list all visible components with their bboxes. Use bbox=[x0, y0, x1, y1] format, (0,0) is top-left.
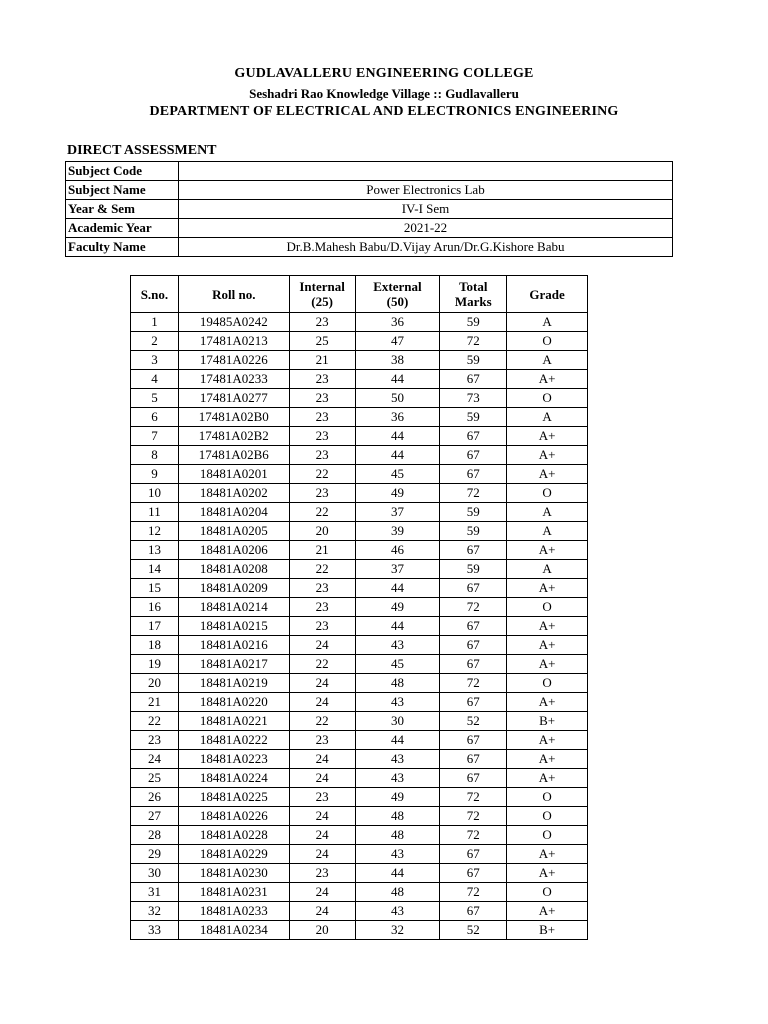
cell-internal: 23 bbox=[289, 446, 355, 465]
cell-roll: 18481A0208 bbox=[178, 560, 289, 579]
cell-sno: 21 bbox=[131, 693, 179, 712]
col-header-external-line1: External bbox=[373, 279, 422, 294]
cell-internal: 23 bbox=[289, 370, 355, 389]
col-header-total-line1: Total bbox=[459, 279, 488, 294]
info-row bbox=[66, 200, 673, 219]
cell-internal: 24 bbox=[289, 750, 355, 769]
cell-roll: 18481A0228 bbox=[178, 826, 289, 845]
table-row bbox=[131, 465, 588, 484]
table-row bbox=[131, 769, 588, 788]
cell-total: 67 bbox=[440, 465, 507, 484]
cell-grade: A+ bbox=[507, 750, 588, 769]
cell-external: 44 bbox=[355, 446, 440, 465]
cell-external: 37 bbox=[355, 560, 440, 579]
cell-sno: 14 bbox=[131, 560, 179, 579]
cell-roll: 17481A02B2 bbox=[178, 427, 289, 446]
cell-internal: 23 bbox=[289, 598, 355, 617]
col-header-external-line2: (50) bbox=[386, 294, 409, 309]
cell-external: 44 bbox=[355, 579, 440, 598]
cell-roll: 18481A0220 bbox=[178, 693, 289, 712]
college-name: GUDLAVALLERU ENGINEERING COLLEGE bbox=[234, 66, 534, 81]
cell-roll: 18481A0202 bbox=[178, 484, 289, 503]
cell-roll: 17481A0277 bbox=[178, 389, 289, 408]
cell-internal: 20 bbox=[289, 522, 355, 541]
cell-internal: 24 bbox=[289, 902, 355, 921]
cell-roll: 18481A0206 bbox=[178, 541, 289, 560]
cell-grade: O bbox=[507, 674, 588, 693]
cell-grade: B+ bbox=[507, 712, 588, 731]
cell-grade: O bbox=[507, 788, 588, 807]
department-title: DEPARTMENT OF ELECTRICAL AND ELECTRONICS ENGINEERING bbox=[149, 104, 619, 119]
cell-grade: A bbox=[507, 351, 588, 370]
cell-external: 43 bbox=[355, 845, 440, 864]
cell-grade: O bbox=[507, 598, 588, 617]
table-row bbox=[131, 864, 588, 883]
cell-total: 72 bbox=[440, 674, 507, 693]
col-header-grade: Grade bbox=[507, 276, 588, 313]
cell-total: 72 bbox=[440, 332, 507, 351]
cell-external: 48 bbox=[355, 883, 440, 902]
cell-sno: 31 bbox=[131, 883, 179, 902]
cell-grade: B+ bbox=[507, 921, 588, 940]
info-label: Year & Sem bbox=[66, 200, 179, 219]
cell-internal: 20 bbox=[289, 921, 355, 940]
cell-external: 44 bbox=[355, 864, 440, 883]
cell-total: 67 bbox=[440, 655, 507, 674]
table-row bbox=[131, 503, 588, 522]
cell-total: 67 bbox=[440, 845, 507, 864]
table-row bbox=[131, 370, 588, 389]
table-row bbox=[131, 921, 588, 940]
cell-external: 46 bbox=[355, 541, 440, 560]
cell-sno: 19 bbox=[131, 655, 179, 674]
cell-roll: 17481A02B0 bbox=[178, 408, 289, 427]
table-row bbox=[131, 541, 588, 560]
cell-external: 50 bbox=[355, 389, 440, 408]
cell-grade: O bbox=[507, 826, 588, 845]
cell-sno: 7 bbox=[131, 427, 179, 446]
cell-total: 59 bbox=[440, 313, 507, 332]
cell-internal: 23 bbox=[289, 579, 355, 598]
cell-sno: 8 bbox=[131, 446, 179, 465]
table-row bbox=[131, 788, 588, 807]
cell-roll: 18481A0224 bbox=[178, 769, 289, 788]
cell-sno: 18 bbox=[131, 636, 179, 655]
cell-total: 67 bbox=[440, 902, 507, 921]
cell-roll: 19485A0242 bbox=[178, 313, 289, 332]
cell-total: 67 bbox=[440, 617, 507, 636]
cell-external: 43 bbox=[355, 693, 440, 712]
cell-external: 44 bbox=[355, 617, 440, 636]
cell-roll: 18481A0231 bbox=[178, 883, 289, 902]
cell-sno: 6 bbox=[131, 408, 179, 427]
table-row bbox=[131, 636, 588, 655]
cell-internal: 23 bbox=[289, 788, 355, 807]
info-value bbox=[179, 162, 673, 181]
table-row bbox=[131, 693, 588, 712]
section-title: DIRECT ASSESSMENT bbox=[67, 143, 217, 158]
cell-grade: A bbox=[507, 503, 588, 522]
cell-total: 59 bbox=[440, 522, 507, 541]
cell-grade: A+ bbox=[507, 655, 588, 674]
cell-internal: 22 bbox=[289, 560, 355, 579]
cell-grade: A+ bbox=[507, 541, 588, 560]
table-row bbox=[131, 807, 588, 826]
col-header-total bbox=[440, 276, 507, 313]
cell-internal: 22 bbox=[289, 503, 355, 522]
cell-internal: 22 bbox=[289, 655, 355, 674]
cell-internal: 23 bbox=[289, 313, 355, 332]
cell-roll: 17481A0213 bbox=[178, 332, 289, 351]
cell-roll: 18481A0229 bbox=[178, 845, 289, 864]
marks-body bbox=[131, 313, 588, 940]
college-address: Seshadri Rao Knowledge Village :: Gudlavalleru bbox=[249, 86, 519, 101]
cell-grade: A+ bbox=[507, 902, 588, 921]
cell-sno: 4 bbox=[131, 370, 179, 389]
cell-internal: 24 bbox=[289, 636, 355, 655]
cell-grade: A+ bbox=[507, 769, 588, 788]
info-row bbox=[66, 181, 673, 200]
cell-roll: 18481A0225 bbox=[178, 788, 289, 807]
table-row bbox=[131, 712, 588, 731]
cell-grade: A+ bbox=[507, 693, 588, 712]
cell-external: 45 bbox=[355, 465, 440, 484]
cell-sno: 9 bbox=[131, 465, 179, 484]
cell-grade: A+ bbox=[507, 617, 588, 636]
cell-total: 59 bbox=[440, 560, 507, 579]
cell-internal: 25 bbox=[289, 332, 355, 351]
cell-external: 44 bbox=[355, 731, 440, 750]
table-row bbox=[131, 313, 588, 332]
cell-internal: 24 bbox=[289, 845, 355, 864]
marks-table bbox=[130, 275, 588, 940]
cell-grade: A+ bbox=[507, 446, 588, 465]
info-value: Dr.B.Mahesh Babu/D.Vijay Arun/Dr.G.Kishore Babu bbox=[179, 238, 673, 257]
cell-external: 47 bbox=[355, 332, 440, 351]
cell-total: 67 bbox=[440, 731, 507, 750]
table-row bbox=[131, 408, 588, 427]
info-label: Subject Name bbox=[66, 181, 179, 200]
cell-internal: 23 bbox=[289, 427, 355, 446]
info-label: Subject Code bbox=[66, 162, 179, 181]
cell-internal: 24 bbox=[289, 693, 355, 712]
cell-sno: 29 bbox=[131, 845, 179, 864]
cell-grade: O bbox=[507, 484, 588, 503]
col-header-roll: Roll no. bbox=[178, 276, 289, 313]
cell-internal: 22 bbox=[289, 465, 355, 484]
col-header-internal bbox=[289, 276, 355, 313]
table-row bbox=[131, 446, 588, 465]
cell-total: 67 bbox=[440, 579, 507, 598]
table-row bbox=[131, 883, 588, 902]
cell-grade: A+ bbox=[507, 636, 588, 655]
cell-external: 36 bbox=[355, 313, 440, 332]
cell-roll: 18481A0214 bbox=[178, 598, 289, 617]
col-header-external bbox=[355, 276, 440, 313]
subject-info-table bbox=[65, 161, 673, 257]
cell-roll: 18481A0230 bbox=[178, 864, 289, 883]
table-row bbox=[131, 579, 588, 598]
cell-grade: A+ bbox=[507, 731, 588, 750]
cell-grade: O bbox=[507, 332, 588, 351]
cell-total: 67 bbox=[440, 370, 507, 389]
cell-sno: 1 bbox=[131, 313, 179, 332]
cell-external: 48 bbox=[355, 807, 440, 826]
col-header-internal-line2: (25) bbox=[311, 294, 333, 309]
cell-sno: 27 bbox=[131, 807, 179, 826]
cell-roll: 18481A0226 bbox=[178, 807, 289, 826]
cell-external: 32 bbox=[355, 921, 440, 940]
cell-internal: 23 bbox=[289, 408, 355, 427]
cell-roll: 18481A0223 bbox=[178, 750, 289, 769]
table-row bbox=[131, 332, 588, 351]
cell-total: 67 bbox=[440, 693, 507, 712]
cell-grade: A bbox=[507, 560, 588, 579]
cell-grade: A bbox=[507, 522, 588, 541]
cell-roll: 18481A0219 bbox=[178, 674, 289, 693]
cell-total: 72 bbox=[440, 807, 507, 826]
cell-sno: 5 bbox=[131, 389, 179, 408]
cell-sno: 25 bbox=[131, 769, 179, 788]
cell-sno: 15 bbox=[131, 579, 179, 598]
cell-total: 67 bbox=[440, 636, 507, 655]
cell-roll: 18481A0205 bbox=[178, 522, 289, 541]
cell-roll: 18481A0217 bbox=[178, 655, 289, 674]
cell-internal: 23 bbox=[289, 731, 355, 750]
cell-external: 43 bbox=[355, 902, 440, 921]
cell-sno: 17 bbox=[131, 617, 179, 636]
cell-total: 67 bbox=[440, 864, 507, 883]
table-row bbox=[131, 655, 588, 674]
cell-external: 37 bbox=[355, 503, 440, 522]
cell-roll: 18481A0222 bbox=[178, 731, 289, 750]
cell-external: 30 bbox=[355, 712, 440, 731]
cell-sno: 26 bbox=[131, 788, 179, 807]
table-row bbox=[131, 902, 588, 921]
cell-total: 72 bbox=[440, 826, 507, 845]
cell-total: 59 bbox=[440, 351, 507, 370]
info-value: IV-I Sem bbox=[179, 200, 673, 219]
cell-sno: 13 bbox=[131, 541, 179, 560]
cell-sno: 2 bbox=[131, 332, 179, 351]
col-header-internal-line1: Internal bbox=[299, 279, 345, 294]
cell-internal: 22 bbox=[289, 712, 355, 731]
cell-external: 48 bbox=[355, 674, 440, 693]
cell-roll: 17481A0233 bbox=[178, 370, 289, 389]
table-row bbox=[131, 389, 588, 408]
cell-total: 67 bbox=[440, 541, 507, 560]
cell-sno: 11 bbox=[131, 503, 179, 522]
cell-roll: 18481A0215 bbox=[178, 617, 289, 636]
cell-sno: 22 bbox=[131, 712, 179, 731]
table-row bbox=[131, 598, 588, 617]
cell-sno: 16 bbox=[131, 598, 179, 617]
cell-total: 72 bbox=[440, 788, 507, 807]
table-row bbox=[131, 750, 588, 769]
cell-external: 43 bbox=[355, 636, 440, 655]
cell-sno: 32 bbox=[131, 902, 179, 921]
table-row bbox=[131, 484, 588, 503]
cell-total: 67 bbox=[440, 750, 507, 769]
cell-grade: A+ bbox=[507, 465, 588, 484]
cell-sno: 3 bbox=[131, 351, 179, 370]
cell-external: 45 bbox=[355, 655, 440, 674]
cell-external: 44 bbox=[355, 370, 440, 389]
cell-total: 59 bbox=[440, 408, 507, 427]
table-row bbox=[131, 731, 588, 750]
cell-roll: 18481A0216 bbox=[178, 636, 289, 655]
table-row bbox=[131, 522, 588, 541]
cell-total: 67 bbox=[440, 769, 507, 788]
col-header-sno: S.no. bbox=[131, 276, 179, 313]
info-row bbox=[66, 219, 673, 238]
cell-roll: 18481A0201 bbox=[178, 465, 289, 484]
table-row bbox=[131, 845, 588, 864]
cell-external: 38 bbox=[355, 351, 440, 370]
cell-sno: 10 bbox=[131, 484, 179, 503]
cell-total: 67 bbox=[440, 446, 507, 465]
cell-grade: A+ bbox=[507, 370, 588, 389]
cell-total: 52 bbox=[440, 921, 507, 940]
cell-internal: 21 bbox=[289, 351, 355, 370]
cell-roll: 18481A0209 bbox=[178, 579, 289, 598]
cell-roll: 17481A0226 bbox=[178, 351, 289, 370]
cell-grade: A+ bbox=[507, 864, 588, 883]
cell-external: 39 bbox=[355, 522, 440, 541]
col-header-total-line2: Marks bbox=[454, 294, 492, 309]
cell-roll: 18481A0221 bbox=[178, 712, 289, 731]
table-row bbox=[131, 560, 588, 579]
cell-total: 72 bbox=[440, 484, 507, 503]
cell-sno: 30 bbox=[131, 864, 179, 883]
cell-internal: 24 bbox=[289, 883, 355, 902]
cell-total: 52 bbox=[440, 712, 507, 731]
table-row bbox=[131, 351, 588, 370]
info-label: Faculty Name bbox=[66, 238, 179, 257]
cell-grade: A+ bbox=[507, 427, 588, 446]
cell-external: 49 bbox=[355, 484, 440, 503]
cell-grade: O bbox=[507, 807, 588, 826]
cell-grade: A bbox=[507, 408, 588, 427]
table-row bbox=[131, 617, 588, 636]
info-value: 2021-22 bbox=[179, 219, 673, 238]
cell-internal: 24 bbox=[289, 769, 355, 788]
cell-roll: 17481A02B6 bbox=[178, 446, 289, 465]
cell-sno: 12 bbox=[131, 522, 179, 541]
cell-total: 72 bbox=[440, 883, 507, 902]
cell-internal: 24 bbox=[289, 826, 355, 845]
cell-grade: O bbox=[507, 883, 588, 902]
table-row bbox=[131, 427, 588, 446]
table-row bbox=[131, 674, 588, 693]
cell-external: 43 bbox=[355, 769, 440, 788]
cell-grade: A+ bbox=[507, 845, 588, 864]
cell-sno: 33 bbox=[131, 921, 179, 940]
cell-roll: 18481A0234 bbox=[178, 921, 289, 940]
cell-grade: A+ bbox=[507, 579, 588, 598]
cell-internal: 23 bbox=[289, 389, 355, 408]
cell-roll: 18481A0204 bbox=[178, 503, 289, 522]
info-value: Power Electronics Lab bbox=[179, 181, 673, 200]
cell-external: 36 bbox=[355, 408, 440, 427]
cell-sno: 28 bbox=[131, 826, 179, 845]
marks-header-row bbox=[131, 276, 588, 313]
cell-internal: 24 bbox=[289, 674, 355, 693]
info-row bbox=[66, 238, 673, 257]
cell-internal: 23 bbox=[289, 864, 355, 883]
cell-roll: 18481A0233 bbox=[178, 902, 289, 921]
cell-external: 43 bbox=[355, 750, 440, 769]
cell-internal: 21 bbox=[289, 541, 355, 560]
cell-sno: 20 bbox=[131, 674, 179, 693]
cell-total: 72 bbox=[440, 598, 507, 617]
cell-external: 48 bbox=[355, 826, 440, 845]
cell-internal: 23 bbox=[289, 617, 355, 636]
cell-grade: A bbox=[507, 313, 588, 332]
cell-total: 59 bbox=[440, 503, 507, 522]
cell-external: 44 bbox=[355, 427, 440, 446]
cell-sno: 23 bbox=[131, 731, 179, 750]
cell-total: 67 bbox=[440, 427, 507, 446]
info-label: Academic Year bbox=[66, 219, 179, 238]
info-row bbox=[66, 162, 673, 181]
cell-external: 49 bbox=[355, 788, 440, 807]
cell-sno: 24 bbox=[131, 750, 179, 769]
cell-internal: 23 bbox=[289, 484, 355, 503]
cell-total: 73 bbox=[440, 389, 507, 408]
cell-internal: 24 bbox=[289, 807, 355, 826]
cell-external: 49 bbox=[355, 598, 440, 617]
table-row bbox=[131, 826, 588, 845]
cell-grade: O bbox=[507, 389, 588, 408]
